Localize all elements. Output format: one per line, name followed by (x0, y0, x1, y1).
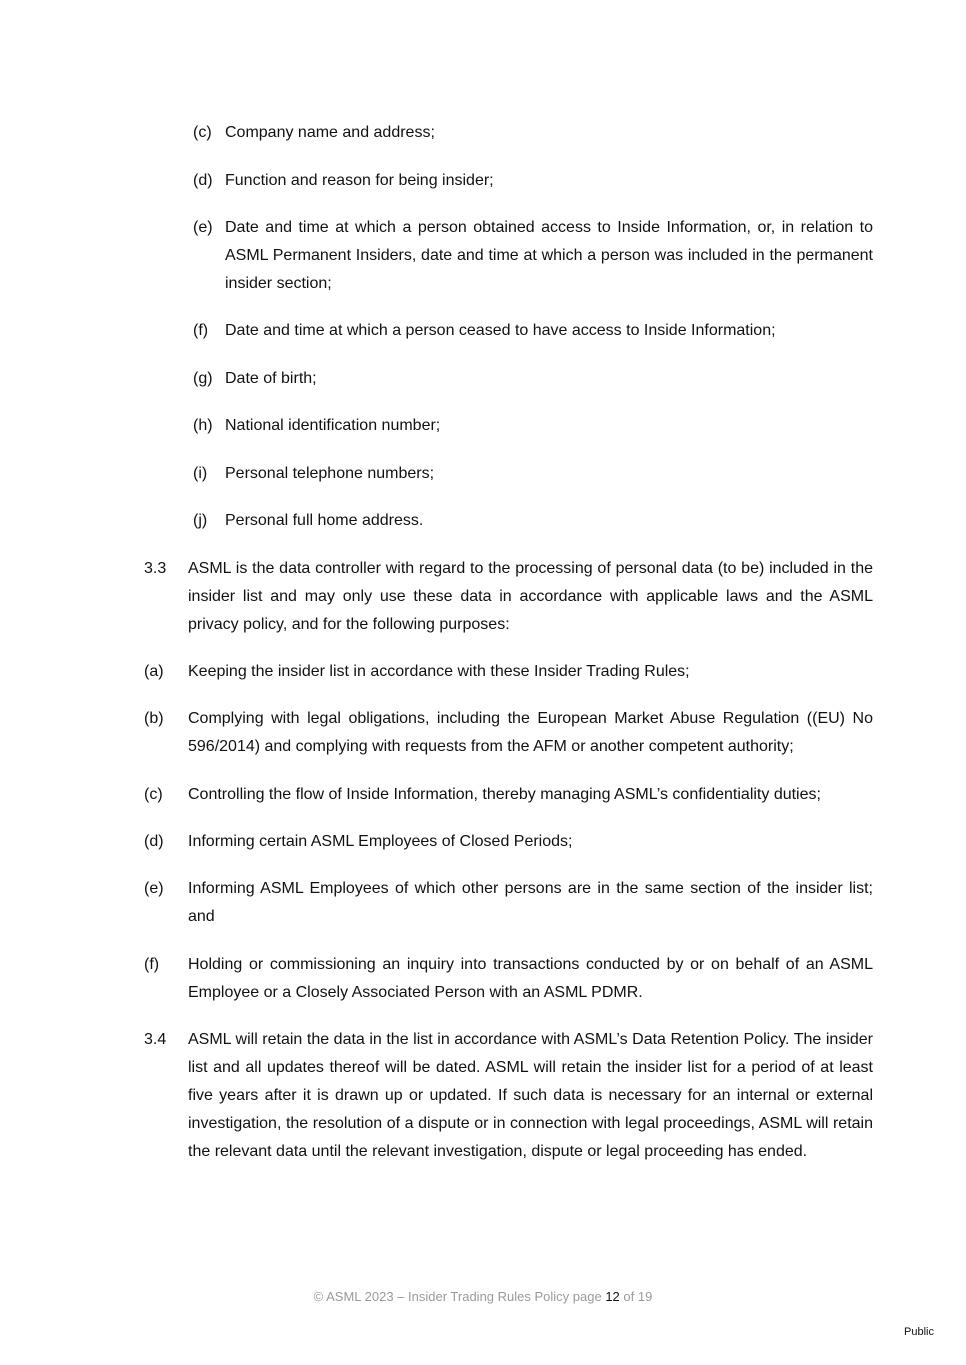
sub-item-text: National identification number; (225, 417, 441, 434)
sub-item-g (193, 365, 873, 393)
purpose-e (144, 875, 873, 931)
sub-item-h (193, 412, 873, 440)
purpose-text: Holding or commissioning an inquiry into transactions conducted by or on behalf of an ASML Employee or a Closely Associated Person with an ASML PDMR. (188, 956, 873, 1001)
purpose-label: (f) (144, 956, 160, 973)
section-3-3 (144, 555, 873, 639)
purpose-text: Complying with legal obligations, including the European Market Abuse Regulation ((EU) No 596/2014) and complying with requests from the AFM or another competent authority; (188, 710, 873, 755)
sub-item-label: (j) (193, 512, 208, 529)
sub-item-label: (h) (193, 417, 213, 434)
sub-item-label: (c) (193, 124, 212, 141)
sub-item-j (193, 507, 873, 535)
sub-item-label: (e) (193, 219, 213, 236)
purpose-text: Informing ASML Employees of which other persons are in the same section of the insider list; and (188, 880, 873, 925)
purpose-c (144, 781, 873, 809)
sub-item-label: (g) (193, 370, 213, 387)
sub-item-text: Company name and address; (225, 124, 435, 141)
sub-item-text: Date of birth; (225, 370, 317, 387)
sub-item-label: (i) (193, 465, 208, 482)
sub-item-e (193, 214, 873, 298)
section-3-4 (144, 1026, 873, 1166)
classification-label: Public (904, 1326, 934, 1338)
sub-item-text: Date and time at which a person obtained access to Inside Information, or, in relation to ASML Permanent Insiders, date and time at which a person was included in the permanent insider section; (225, 219, 873, 292)
purpose-label: (c) (144, 786, 163, 803)
footer-page-number: 12 (605, 1289, 620, 1304)
purpose-text: Controlling the flow of Inside Information, thereby managing ASML’s confidentiality duties; (188, 786, 821, 803)
section-number: 3.4 (144, 1031, 167, 1048)
purpose-f (144, 951, 873, 1007)
sub-item-label: (f) (193, 322, 209, 339)
purpose-label: (b) (144, 710, 164, 727)
purpose-text: Informing certain ASML Employees of Closed Periods; (188, 833, 573, 850)
sub-item-text: Function and reason for being insider; (225, 172, 494, 189)
footer-page-total: of 19 (623, 1289, 653, 1304)
purpose-label: (e) (144, 880, 164, 897)
purpose-a (144, 658, 873, 686)
sub-item-f (193, 317, 873, 345)
sub-item-d (193, 167, 873, 195)
sub-item-c (193, 119, 873, 147)
footer-prefix: © ASML 2023 – Insider Trading Rules Policy page (313, 1289, 602, 1304)
sub-item-i (193, 460, 873, 488)
purpose-b (144, 705, 873, 761)
section-number: 3.3 (144, 560, 167, 577)
page-footer (0, 1288, 966, 1306)
sub-item-text: Personal telephone numbers; (225, 465, 435, 482)
section-text: ASML will retain the data in the list in accordance with ASML’s Data Retention Policy. The insider list and all updates thereof will be dated. ASML will retain the insider list for a period of at least five years after it is drawn up or updated. If such data is necessary for an internal or external investigation, the resolution of a dispute or in connection with legal proceedings, ASML will retain the relevant data until the relevant investigation, dispute or legal proceeding has ended. (188, 1031, 873, 1160)
sub-item-text: Personal full home address. (225, 512, 424, 529)
purpose-d (144, 828, 873, 856)
section-text: ASML is the data controller with regard to the processing of personal data (to be) included in the insider list and may only use these data in accordance with applicable laws and the ASML privacy policy, and for the following purposes: (188, 560, 873, 633)
sub-item-text: Date and time at which a person ceased to have access to Inside Information; (225, 322, 776, 339)
purpose-text: Keeping the insider list in accordance with these Insider Trading Rules; (188, 663, 690, 680)
purpose-label: (a) (144, 663, 164, 680)
purpose-label: (d) (144, 833, 164, 850)
sub-item-label: (d) (193, 172, 213, 189)
